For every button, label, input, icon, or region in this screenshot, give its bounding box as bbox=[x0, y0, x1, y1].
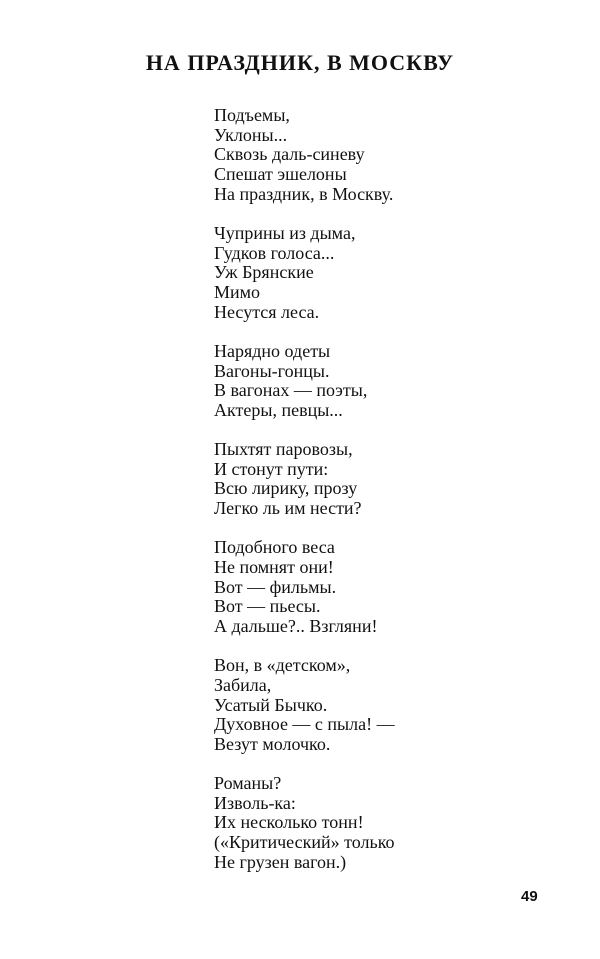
poem-line: Усатый Бычко. bbox=[214, 694, 328, 715]
poem-line: Не грузен вагон.) bbox=[214, 851, 347, 872]
poem-line: Вагоны-гонцы. bbox=[214, 360, 330, 381]
poem-line: Забила, bbox=[214, 674, 272, 695]
poem-line: Их несколько тонн! bbox=[214, 812, 364, 833]
poem-line: Сквозь даль-синеву bbox=[214, 144, 365, 165]
poem-title: НА ПРАЗДНИК, В МОСКВУ bbox=[145, 50, 455, 75]
page-number: 49 bbox=[521, 888, 538, 905]
poem-line: Духовное — с пыла! — bbox=[214, 714, 395, 735]
poem-line: Легко ль им нести? bbox=[214, 498, 362, 519]
poem-line: Мимо bbox=[214, 282, 261, 303]
poem-line: Чуприны из дыма, bbox=[214, 222, 356, 243]
poem-line: Всю лирику, прозу bbox=[214, 478, 358, 499]
poem-line: Актеры, певцы... bbox=[214, 399, 343, 420]
poem-line: Вон, в «детском», bbox=[214, 655, 351, 676]
poem-line: На праздник, в Москву. bbox=[214, 183, 394, 204]
poem-line: Везут молочко. bbox=[214, 733, 331, 754]
poem-line: Гудков голоса... bbox=[214, 242, 335, 263]
poem-line: Спешат эшелоны bbox=[214, 164, 347, 185]
stanza bbox=[214, 106, 554, 205]
stanza bbox=[214, 538, 554, 637]
poem-line: Уклоны... bbox=[214, 124, 288, 145]
stanza bbox=[214, 656, 554, 755]
poem-line: И стонут пути: bbox=[214, 458, 329, 479]
poem-line: Не помнят они! bbox=[214, 556, 334, 577]
poem-line: Уж Брянские bbox=[214, 262, 314, 283]
poem-line: Подобного веса bbox=[214, 537, 335, 558]
poem-line: В вагонах — поэты, bbox=[214, 380, 368, 401]
poem-line: Вот — фильмы. bbox=[214, 576, 337, 597]
poem-line: Пыхтят паровозы, bbox=[214, 439, 353, 460]
stanza bbox=[214, 440, 554, 519]
stanza bbox=[214, 224, 554, 323]
poem-line: Романы? bbox=[214, 773, 282, 794]
poem-line: Подъемы, bbox=[214, 105, 290, 125]
poem-line: Изволь-ка: bbox=[214, 792, 296, 813]
poem-line: Нарядно одеты bbox=[214, 340, 331, 361]
poem-line: А дальше?.. Взгляни! bbox=[214, 616, 378, 637]
poem-line: («Критический» только bbox=[214, 832, 395, 853]
stanza bbox=[214, 342, 554, 421]
poem-line: Вот — пьесы. bbox=[214, 596, 321, 617]
poem-body bbox=[214, 106, 554, 892]
stanza bbox=[214, 774, 554, 873]
poem-line: Несутся леса. bbox=[214, 301, 320, 322]
